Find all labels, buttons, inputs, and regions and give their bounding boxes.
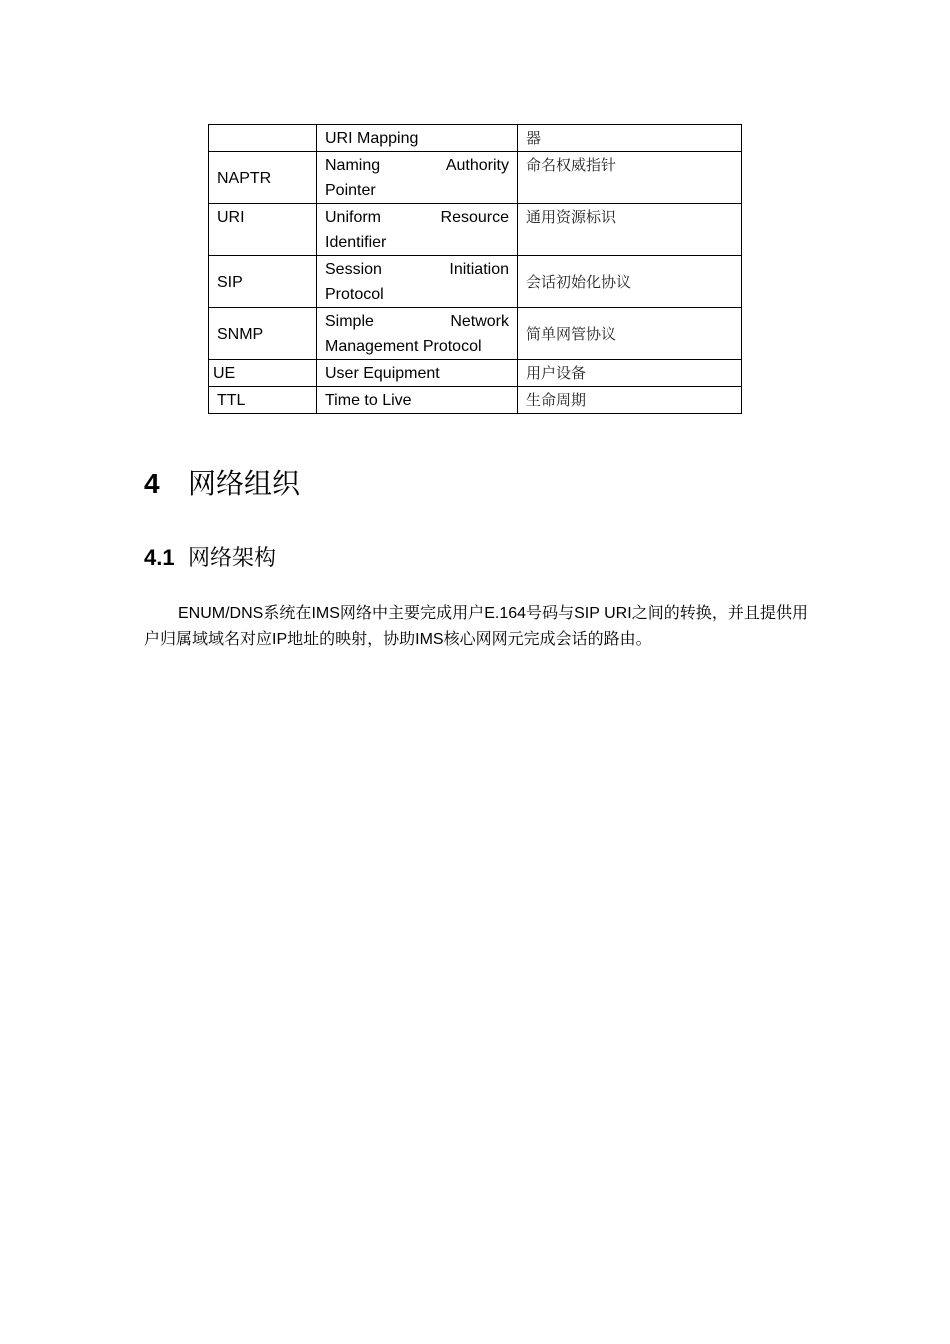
english-word: Network xyxy=(450,313,509,330)
abbr-cell: SIP xyxy=(209,256,317,308)
english-cell xyxy=(317,387,518,414)
subsection-number: 4.1 xyxy=(144,545,175,570)
english-cell xyxy=(317,125,518,152)
abbr-cell: NAPTR xyxy=(209,152,317,204)
english-cell xyxy=(317,360,518,387)
english-cell xyxy=(317,256,518,308)
english-line xyxy=(325,309,509,334)
abbreviation-table xyxy=(208,124,742,414)
english-word: Initiation xyxy=(449,261,509,278)
english-line xyxy=(325,205,509,230)
abbr-cell xyxy=(209,125,317,152)
english-line: Identifier xyxy=(325,234,387,251)
body-paragraph: ENUM/DNS系统在IMS网络中主要完成用户E.164号码与SIP URI之间的转换，并且提供用户归属域域名对应IP地址的映射，协助IMS核心网网元完成会话的路由。 xyxy=(144,605,808,648)
english-cell xyxy=(317,152,518,204)
table-row xyxy=(209,256,742,308)
chinese-cell: 简单网管协议 xyxy=(518,308,742,360)
table-row xyxy=(209,125,742,152)
subsection-heading xyxy=(144,541,276,572)
subsection-title: 网络架构 xyxy=(188,545,277,570)
chinese-cell: 命名权威指针 xyxy=(518,152,742,204)
abbr-cell: SNMP xyxy=(209,308,317,360)
chinese-cell: 器 xyxy=(518,125,742,152)
abbr-cell: UE xyxy=(209,360,317,387)
english-line xyxy=(325,257,509,282)
english-line: User Equipment xyxy=(325,365,440,382)
chinese-cell: 会话初始化协议 xyxy=(518,256,742,308)
english-cell xyxy=(317,204,518,256)
english-line: Protocol xyxy=(325,286,384,303)
section-number: 4 xyxy=(144,468,160,499)
english-line: Pointer xyxy=(325,182,376,199)
table-row xyxy=(209,308,742,360)
table-row xyxy=(209,387,742,414)
chinese-cell: 用户设备 xyxy=(518,360,742,387)
table-row xyxy=(209,152,742,204)
abbr-cell: URI xyxy=(209,204,317,256)
english-word: Simple xyxy=(325,313,374,330)
table-row xyxy=(209,360,742,387)
english-word: Authority xyxy=(445,157,509,174)
section-title: 网络组织 xyxy=(188,468,301,499)
chinese-cell: 通用资源标识 xyxy=(518,204,742,256)
english-line: Time to Live xyxy=(325,392,412,409)
english-word: Session xyxy=(325,261,382,278)
english-word: Resource xyxy=(440,209,509,226)
english-word: Naming xyxy=(325,157,381,174)
table-row xyxy=(209,204,742,256)
english-line: Management Protocol xyxy=(325,338,482,355)
english-cell xyxy=(317,308,518,360)
chinese-cell: 生命周期 xyxy=(518,387,742,414)
section-heading xyxy=(144,462,300,502)
abbr-cell: TTL xyxy=(209,387,317,414)
english-line: URI Mapping xyxy=(325,130,419,147)
english-line xyxy=(325,153,509,178)
english-word: Uniform xyxy=(325,209,382,226)
